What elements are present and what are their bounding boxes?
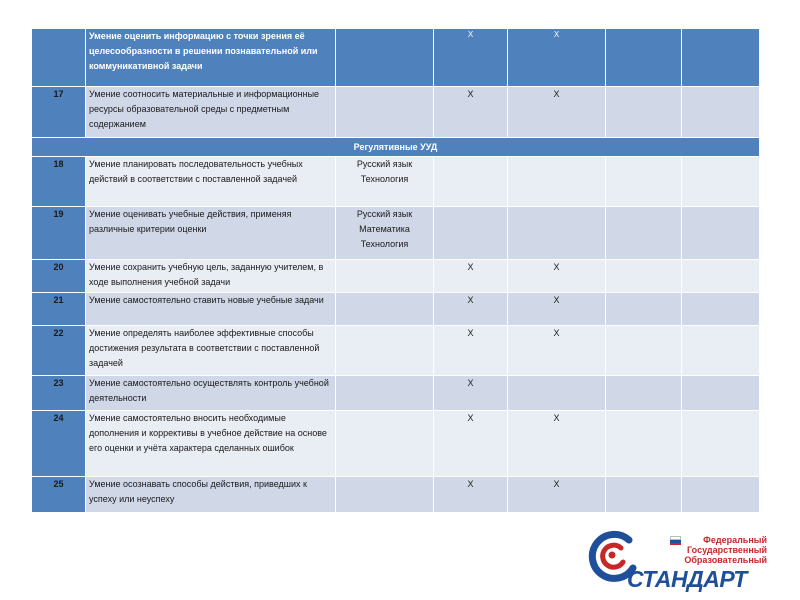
row-number: 23: [32, 376, 86, 411]
logo-caption: [670, 535, 767, 565]
empty-cell: [606, 260, 682, 293]
mark-cell-2: X: [508, 260, 606, 293]
empty-cell: [606, 157, 682, 207]
row-number: 22: [32, 326, 86, 376]
mark-cell-1: [434, 207, 508, 260]
description-cell: Умение осознавать способы действия, приведших к успеху или неуспеху: [86, 477, 336, 513]
mark-cell-1: X: [434, 477, 508, 513]
table-row: [32, 411, 760, 477]
table-row: [32, 326, 760, 376]
section-header: [32, 138, 760, 157]
logo-line-2: Государственный: [687, 545, 767, 555]
subject-name: Технология: [360, 239, 409, 249]
subjects-cell: [336, 260, 434, 293]
row-number: 24: [32, 411, 86, 477]
mark-cell-2: X: [508, 29, 606, 87]
table-row: [32, 157, 760, 207]
number-cell: [32, 29, 86, 87]
subject-name: Математика: [359, 224, 410, 234]
mark-cell-2: X: [508, 477, 606, 513]
table-row: [32, 207, 760, 260]
empty-cell: [682, 157, 760, 207]
empty-cell: [606, 326, 682, 376]
logo-wordmark: СТАНДАРТ: [627, 566, 747, 592]
mark-cell-1: X: [434, 29, 508, 87]
mark-cell-2: X: [508, 293, 606, 326]
row-number: 21: [32, 293, 86, 326]
mark-cell-1: X: [434, 260, 508, 293]
empty-cell: [606, 29, 682, 87]
mark-cell-1: X: [434, 376, 508, 411]
mark-cell-1: X: [434, 411, 508, 477]
section-title: Регулятивные УУД: [32, 138, 760, 157]
logo-line-3: Образовательный: [684, 555, 767, 565]
empty-cell: [682, 326, 760, 376]
description-cell: Умение сохранить учебную цель, заданную учителем, в ходе выполнения учебной задачи: [86, 260, 336, 293]
mark-cell-2: [508, 157, 606, 207]
description-cell: Умение оценить информацию с точки зрения её целесообразности в решении познавательной или коммуникативной задачи: [86, 29, 336, 87]
subjects-cell: [336, 411, 434, 477]
subjects-cell: [336, 326, 434, 376]
subjects-cell: [336, 207, 434, 260]
table-row: [32, 29, 760, 87]
description-cell: Умение соотносить материальные и информационные ресурсы образовательной среды с предметным содержанием: [86, 87, 336, 138]
mark-cell-2: X: [508, 326, 606, 376]
logo-line-1: Федеральный: [703, 535, 767, 545]
subject-name: Русский язык: [356, 159, 413, 169]
description-cell: Умение планировать последовательность учебных действий в соответствии с поставленной задачей: [86, 157, 336, 207]
table-row: [32, 260, 760, 293]
mark-cell-2: [508, 207, 606, 260]
subjects-cell: [336, 293, 434, 326]
description-cell: Умение самостоятельно осуществлять контроль учебной деятельности: [86, 376, 336, 411]
subjects-cell: [336, 376, 434, 411]
table-row: [32, 477, 760, 513]
subjects-cell: [336, 87, 434, 138]
row-number: 18: [32, 157, 86, 207]
subjects-cell: [336, 29, 434, 87]
empty-cell: [682, 477, 760, 513]
mark-cell-2: X: [508, 87, 606, 138]
table-row: [32, 376, 760, 411]
empty-cell: [606, 477, 682, 513]
empty-cell: [682, 207, 760, 260]
empty-cell: [606, 411, 682, 477]
description-cell: Умение оценивать учебные действия, применяя различные критерии оценки: [86, 207, 336, 260]
row-number: 25: [32, 477, 86, 513]
description-cell: Умение самостоятельно вносить необходимые дополнения и коррективы в учебное действие на основе его оценки и учёта характера сделанных ошибок: [86, 411, 336, 477]
mark-cell-1: X: [434, 293, 508, 326]
empty-cell: [682, 260, 760, 293]
table-row: [32, 87, 760, 138]
empty-cell: [606, 376, 682, 411]
empty-cell: [682, 411, 760, 477]
empty-cell: [606, 87, 682, 138]
empty-cell: [682, 376, 760, 411]
row-number: 17: [32, 87, 86, 138]
mark-cell-1: X: [434, 326, 508, 376]
subject-name: Технология: [360, 174, 409, 184]
subjects-cell: [336, 157, 434, 207]
description-cell: Умение самостоятельно ставить новые учебные задачи: [86, 293, 336, 326]
empty-cell: [682, 29, 760, 87]
description-cell: Умение определять наиболее эффективные способы достижения результата в соответствии с поставленной задачей: [86, 326, 336, 376]
mark-cell-2: X: [508, 411, 606, 477]
mark-cell-1: [434, 157, 508, 207]
row-number: 19: [32, 207, 86, 260]
fgos-logo: [585, 530, 770, 592]
uud-table: [31, 28, 760, 513]
table-row: [32, 293, 760, 326]
row-number: 20: [32, 260, 86, 293]
mark-cell-2: [508, 376, 606, 411]
empty-cell: [682, 87, 760, 138]
empty-cell: [606, 293, 682, 326]
empty-cell: [682, 293, 760, 326]
subjects-cell: [336, 477, 434, 513]
empty-cell: [606, 207, 682, 260]
mark-cell-1: X: [434, 87, 508, 138]
subject-name: Русский язык: [356, 209, 413, 219]
